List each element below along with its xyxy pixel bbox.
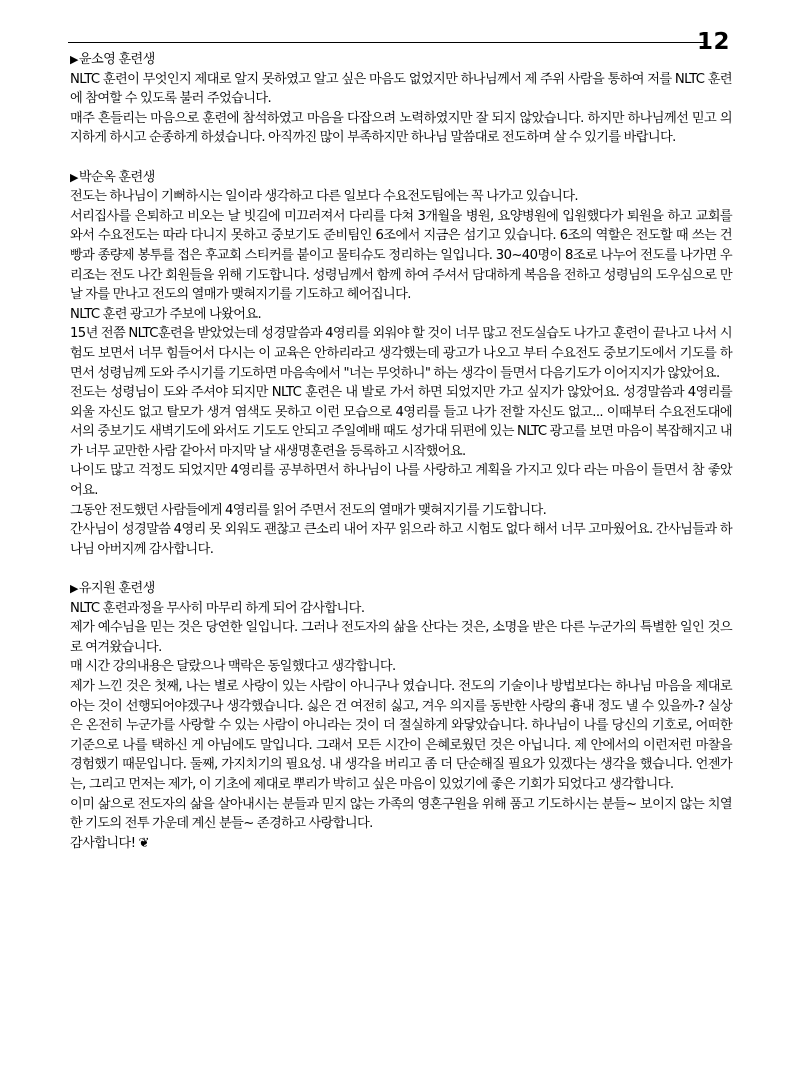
page-number: 12 <box>696 29 730 55</box>
paragraph: 이미 삶으로 전도자의 삶을 살아내시는 분들과 믿지 않는 가족의 영혼구원을 위해 품고 기도하시는 분들~ 보이지 않는 치열한 기도의 전투 가운데 계신 분들~ 존경하고 사랑합니다. <box>70 796 732 832</box>
paragraph: 나이도 많고 걱정도 되었지만 4영리를 공부하면서 하나님이 나를 사랑하고 계획을 가지고 있다 라는 마음이 들면서 참 좋았어요. <box>70 463 732 499</box>
paragraph: 15년 전쯤 NLTC훈련을 받았었는데 성경말씀과 4영리를 외워야 할 것이 너무 많고 전도실습도 나가고 훈련이 끝나고 나서 시험도 보면서 너무 힘들어서 다시는 이 교육은 안하리라고 생각했는데 광고가 나오고 부터 수요전도 중보기도에서 기도를 하면서 성령님께 도와 주시기를 기도하면 마음속에서 "너는 무엇하니" 하는 생각이 들면서 다음기도가 이어지지가 않았어요. <box>70 326 732 381</box>
paragraph: 제가 예수님을 믿는 것은 당연한 일입니다. 그러나 전도자의 삶을 산다는 것은, 소명을 받은 다른 누군가의 특별한 일인 것으로 여겨왔습니다. <box>70 620 732 655</box>
trainee-name: 윤소영 훈련생 <box>78 52 155 67</box>
section-heading <box>70 168 732 188</box>
paragraph: 그동안 전도했던 사람들에게 4영리를 읽어 주면서 전도의 열매가 맺혀지기를 기도합니다. <box>70 502 547 518</box>
triangle-bullet-icon: ▶ <box>70 582 78 596</box>
paragraph: 간사님이 성경말씀 4영리 못 외워도 괜찮고 큰소리 내어 자꾸 읽으라 하고 시험도 없다 해서 너무 고마웠어요. 간사님들과 하나님 아버지께 감사합니다. <box>70 522 732 557</box>
header-rule <box>68 42 706 43</box>
testimony-section-yu <box>70 579 732 853</box>
paragraph: 서리집사를 은퇴하고 비오는 날 빗길에 미끄러져서 다리를 다쳐 3개월을 병원, 요양병원에 입원했다가 퇴원을 하고 교회를 와서 수요전도는 따라 다니지 못하고 중보기도 준비팀인 6조에서 지금은 섬기고 있습니다. 6조의 역할은 전도할 때 쓰는 건빵과 종량제 봉투를 접은 후교회 스티커를 붙이고 물티슈도 정리하는 일입니다. 30~40명이 8조로 나누어 전도를 나가면 우리조는 전도 나간 회원들을 위해 기도합니다. 성령님께서 함께 하여 주셔서 담대하게 복음을 전하고 성령님의 도우심으로 만날 자를 만나고 전도의 열매가 맺혀지기를 기도하고 헤어집니다. <box>70 208 732 303</box>
testimony-section-yoon <box>70 50 732 148</box>
paragraph: NLTC 훈련 광고가 주보에 나왔어요. <box>70 306 262 322</box>
closing-thanks: 감사합니다! ❦ <box>70 835 149 851</box>
section-heading <box>70 579 732 599</box>
testimony-section-park <box>70 168 732 560</box>
triangle-bullet-icon: ▶ <box>70 170 78 184</box>
article-body <box>70 50 732 853</box>
paragraph: 제가 느낀 것은 첫째, 나는 별로 사랑이 있는 사람이 아니구나 였습니다. 전도의 기술이나 방법보다는 하나님 마음을 제대로 아는 것이 선행되어야겠구나 생각했습니다. 싫은 건 여전히 싫고, 겨우 의지를 동반한 사랑의 흉내 정도 낼 수 있을까-? 실상은 온전히 누군가를 사랑할 수 있는 사람이 아니라는 것이 더 절실하게 와닿았습니다. 하나님이 나를 당신의 기호로, 어떠한 기준으로 나를 택하신 게 아님에도 말입니다. 그래서 모든 시간이 은혜로웠던 것은 아닙니다. 제 안에서의 이런저런 마찰을 경험했기 때문입니다. 둘째, 가지치기의 필요성. 내 생각을 버리고 좀 더 단순해질 필요가 있겠다는 생각을 했습니다. 언젠가는, 그리고 먼저는 제가, 이 기초에 제대로 뿌리가 박히고 싶은 마음이 있었기에 좋은 기회가 되었다고 생각합니다. <box>70 679 732 792</box>
paragraph: 전도는 성령님이 도와 주셔야 되지만 NLTC 훈련은 내 발로 가서 하면 되었지만 가고 싶지가 않았어요. 성경말씀과 4영리를 외울 자신도 없고 탈모가 생겨 염색도 못하고 이런 모습으로 4영리를 들고 나가 전할 자신도 없고... 이때부터 수요전도대에서의 중보기도 새벽기도에 와서도 기도도 안되고 주일예배 때도 성가대 뒤편에 있는 NLTC 광고를 보면 마음이 복잡해지고 내가 너무 교만한 사람 같아서 마지막 날 새생명훈련을 등록하고 시작했어요. <box>70 385 732 459</box>
trainee-name: 유지원 훈련생 <box>78 581 155 597</box>
trainee-name: 박순옥 훈련생 <box>78 169 155 185</box>
section-heading <box>70 50 732 70</box>
paragraph: 매 시간 강의내용은 달랐으나 맥락은 동일했다고 생각합니다. <box>70 659 396 675</box>
paragraph: 전도는 하나님이 기뻐하시는 일이라 생각하고 다른 일보다 수요전도팀에는 꼭 나가고 있습니다. <box>70 189 578 205</box>
paragraph: NLTC 훈련과정을 무사히 마무리 하게 되어 감사합니다. <box>70 600 365 616</box>
triangle-bullet-icon: ▶ <box>70 53 78 66</box>
paragraph: 매주 흔들리는 마음으로 훈련에 참석하였고 마음을 다잡으려 노력하였지만 잘 되지 않았습니다. 하지만 하나님께선 믿고 의지하게 하시고 순종하게 하셨습니다. 아직까진 많이 부족하지만 하나님 말씀대로 전도하며 살 수 있기를 바랍니다. <box>70 110 732 146</box>
paragraph: NLTC 훈련이 무엇인지 제대로 알지 못하였고 알고 싶은 마음도 없었지만 하나님께서 제 주위 사람을 통하여 저를 NLTC 훈련에 참여할 수 있도록 불러 주었습니다. <box>70 71 732 107</box>
